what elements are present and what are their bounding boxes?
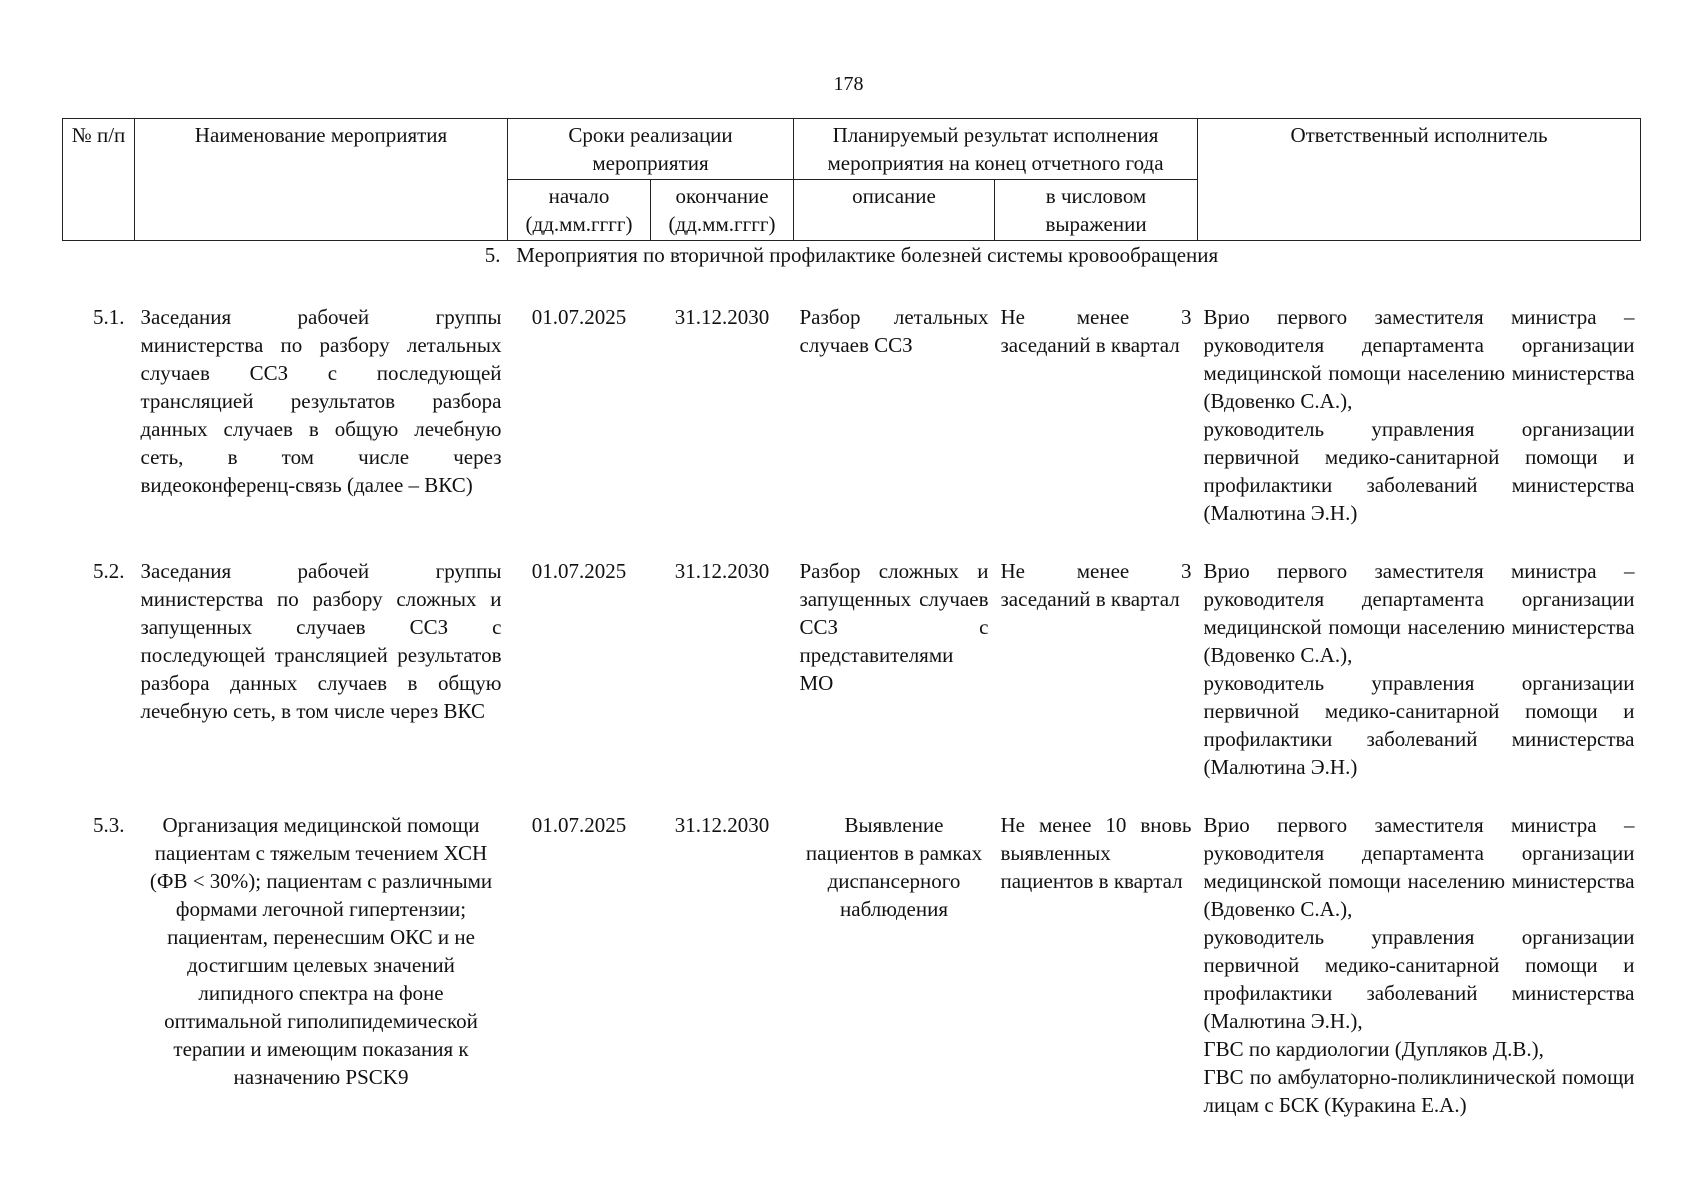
header-num: № п/п bbox=[63, 119, 135, 241]
responsible-line: руководитель управления организации первичной медико-санитарной помощи и профилактики заболеваний министерства (Малютина Э.Н.), bbox=[1203, 925, 1635, 1033]
responsible-line: Врио первого заместителя министра – руководителя департамента организации медицинской помощи населению министерства (Вдовенко С.А.), bbox=[1203, 305, 1635, 413]
row-numeric: Не менее 10 вновь выявленных пациентов в квартал bbox=[1000, 813, 1192, 893]
row-responsible bbox=[1198, 557, 1641, 811]
section-title: 5. Мероприятия по вторичной профилактике болезней системы кровообращения bbox=[484, 243, 1219, 267]
header-terms: Сроки реализации мероприятия bbox=[508, 119, 794, 180]
row-responsible bbox=[1198, 303, 1641, 557]
responsible-line: руководитель управления организации первичной медико-санитарной помощи и профилактики заболеваний министерства (Малютина Э.Н.) bbox=[1203, 417, 1635, 525]
row-end-date: 31.12.2030 bbox=[674, 559, 770, 583]
header-description: описание bbox=[794, 180, 995, 241]
table-row bbox=[63, 303, 1641, 557]
row-name: Заседания рабочей группы министерства по разбору летальных случаев ССЗ с последующей трансляцией результатов разбора данных случаев в общую лечебную сеть, в том числе через видеоконференц-связь (далее – ВКС) bbox=[140, 305, 502, 497]
responsible-line: Врио первого заместителя министра – руководителя департамента организации медицинской помощи населению министерства (Вдовенко С.А.), bbox=[1203, 559, 1635, 667]
header-start: начало (дд.мм.гггг) bbox=[508, 180, 651, 241]
header-result: Планируемый результат исполнения мероприятия на конец отчетного года bbox=[794, 119, 1198, 180]
header-end: окончание (дд.мм.гггг) bbox=[651, 180, 794, 241]
measures-table bbox=[62, 118, 1641, 1119]
header-name: Наименование мероприятия bbox=[135, 119, 508, 241]
row-start-date: 01.07.2025 bbox=[531, 559, 627, 583]
row-num: 5.1. bbox=[93, 305, 125, 329]
row-start-date: 01.07.2025 bbox=[531, 305, 627, 329]
responsible-line: ГВС по кардиологии (Дупляков Д.В.), bbox=[1203, 1037, 1544, 1061]
table-row bbox=[63, 557, 1641, 811]
row-num: 5.2. bbox=[93, 559, 125, 583]
row-description: Разбор сложных и запущенных случаев ССЗ с представителями МО bbox=[799, 559, 989, 695]
header-responsible: Ответственный исполнитель bbox=[1198, 119, 1641, 241]
table-header bbox=[63, 119, 1641, 241]
row-name: Заседания рабочей группы министерства по разбору сложных и запущенных случаев ССЗ с последующей трансляцией результатов разбора данных случаев в общую лечебную сеть, в том числе через ВКС bbox=[140, 559, 502, 723]
table-row bbox=[63, 811, 1641, 1119]
responsible-line: ГВС по амбулаторно-поликлинической помощи лицам с БСК (Куракина Е.А.) bbox=[1203, 1065, 1635, 1117]
header-numeric: в числовом выражении bbox=[995, 180, 1198, 241]
row-numeric: Не менее 3 заседаний в квартал bbox=[1000, 559, 1192, 611]
responsible-line: руководитель управления организации первичной медико-санитарной помощи и профилактики заболеваний министерства (Малютина Э.Н.) bbox=[1203, 671, 1635, 779]
row-num: 5.3. bbox=[93, 813, 125, 837]
row-numeric: Не менее 3 заседаний в квартал bbox=[1000, 305, 1192, 357]
section-row bbox=[63, 241, 1641, 304]
row-end-date: 31.12.2030 bbox=[674, 305, 770, 329]
row-description: Разбор летальных случаев ССЗ bbox=[799, 305, 989, 357]
responsible-line: Врио первого заместителя министра – руководителя департамента организации медицинской помощи населению министерства (Вдовенко С.А.), bbox=[1203, 813, 1635, 921]
row-end-date: 31.12.2030 bbox=[674, 813, 770, 837]
row-start-date: 01.07.2025 bbox=[531, 813, 627, 837]
page-number: 178 bbox=[833, 73, 864, 95]
row-name: Организация медицинской помощи пациентам с тяжелым течением ХСН (ФВ < 30%); пациентам с различными формами легочной гипертензии; пациентам, перенесшим ОКС и не достигшим целевых значений липидного спектра на фоне оптимальной гиполипидемической терапии и имеющим показания к назначению PSCK9 bbox=[149, 813, 493, 1089]
row-description: Выявление пациентов в рамках диспансерного наблюдения bbox=[805, 813, 983, 921]
row-responsible bbox=[1198, 811, 1641, 1119]
